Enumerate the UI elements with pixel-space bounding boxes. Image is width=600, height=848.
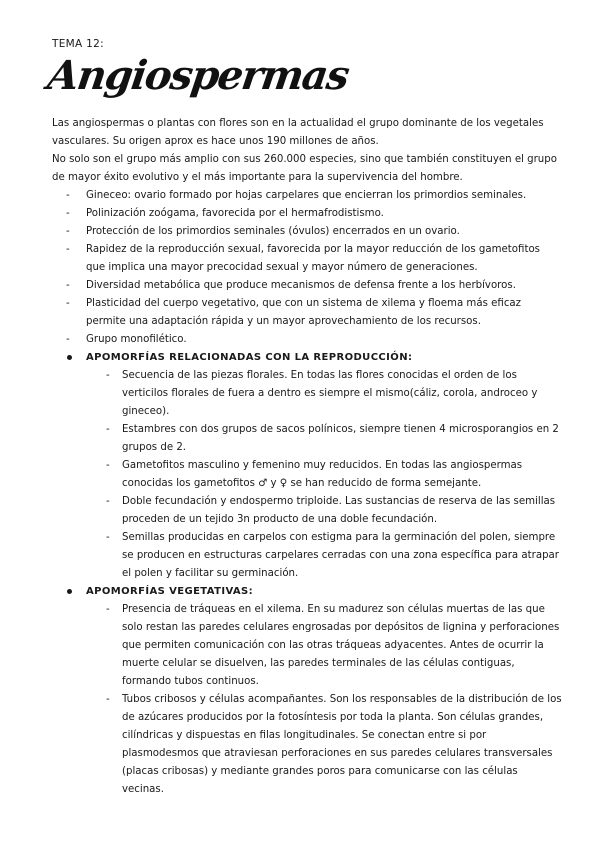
reproduction-list (52, 367, 562, 583)
list-item: - Gametofitos masculino y femenino muy reducidos. En todas las angiospermas conocidas los gametofitos ♂ y ♀ se han reducido de forma semejante. (122, 457, 562, 493)
section-heading-reproduction: APOMORFÍAS RELACIONADAS CON LA REPRODUCCIÓN: (52, 349, 562, 367)
list-item: - Tubos cribosos y células acompañantes. Son los responsables de la distribución de los de azúcares producidos por la fotosíntesis por toda la planta. Son células grandes, cilíndricas y dispuestas en filas longitudinales. Se conectan entre si por plasmodesmos que atraviesan perforaciones en sus paredes celulares transversales (placas cribosas) y mediante grandes poros para comunicarse con las células vecinas. (122, 691, 562, 799)
list-item: - Protección de los primordios seminales (óvulos) encerrados en un ovario. (86, 223, 562, 241)
list-item: - Secuencia de las piezas florales. En todas las flores conocidas el orden de los verticilos florales de fuera a dentro es siempre el mismo(cáliz, corola, androceo y gineceo). (122, 367, 562, 421)
characteristics-list (52, 187, 562, 349)
list-item: - Grupo monofilético. (86, 331, 562, 349)
list-item: - Plasticidad del cuerpo vegetativo, que con un sistema de xilema y floema más eficaz permite una adaptación rápida y un mayor aprovechamiento de los recursos. (86, 295, 562, 331)
list-item: - Diversidad metabólica que produce mecanismos de defensa frente a los herbívoros. (86, 277, 562, 295)
intro-paragraph: No solo son el grupo más amplio con sus 260.000 especies, sino que también constituyen el grupo de mayor éxito evolutivo y el más importante para la supervivencia del hombre. (52, 154, 557, 183)
vegetative-list (52, 601, 562, 799)
list-item: - Estambres con dos grupos de sacos polínicos, siempre tienen 4 microsporangios en 2 grupos de 2. (122, 421, 562, 457)
list-item: - Polinización zoógama, favorecida por el hermafrodistismo. (86, 205, 562, 223)
intro-paragraph: Las angiospermas o plantas con flores son en la actualidad el grupo dominante de los vegetales vasculares. Su origen aprox es hace unos 190 millones de años. (52, 118, 544, 147)
list-item: - Rapidez de la reproducción sexual, favorecida por la mayor reducción de los gametofitos que implica una mayor precocidad sexual y mayor número de generaciones. (86, 241, 562, 277)
document-body (52, 115, 562, 799)
section-heading-vegetative: APOMORFÍAS VEGETATIVAS: (52, 583, 562, 601)
list-item: - Presencia de tráqueas en el xilema. En su madurez son células muertas de las que solo restan las paredes celulares engrosadas por depósitos de lignina y perforaciones que permiten comunicación con las otras tráqueas adyacentes. Antes de ocurrir la muerte celular se disuelven, las paredes terminales de las células contiguas, formando tubos continuos. (122, 601, 562, 691)
list-item: - Doble fecundación y endospermo triploide. Las sustancias de reserva de las semillas proceden de un tejido 3n producto de una doble fecundación. (122, 493, 562, 529)
page-title: Angiospermas (44, 52, 352, 99)
list-item: - Gineceo: ovario formado por hojas carpelares que encierran los primordios seminales. (86, 187, 562, 205)
topic-number: TEMA 12: (52, 38, 104, 50)
list-item: - Semillas producidas en carpelos con estigma para la germinación del polen, siempre se producen en estructuras carpelares cerradas con una zona específica para atrapar el polen y facilitar su germinación. (122, 529, 562, 583)
